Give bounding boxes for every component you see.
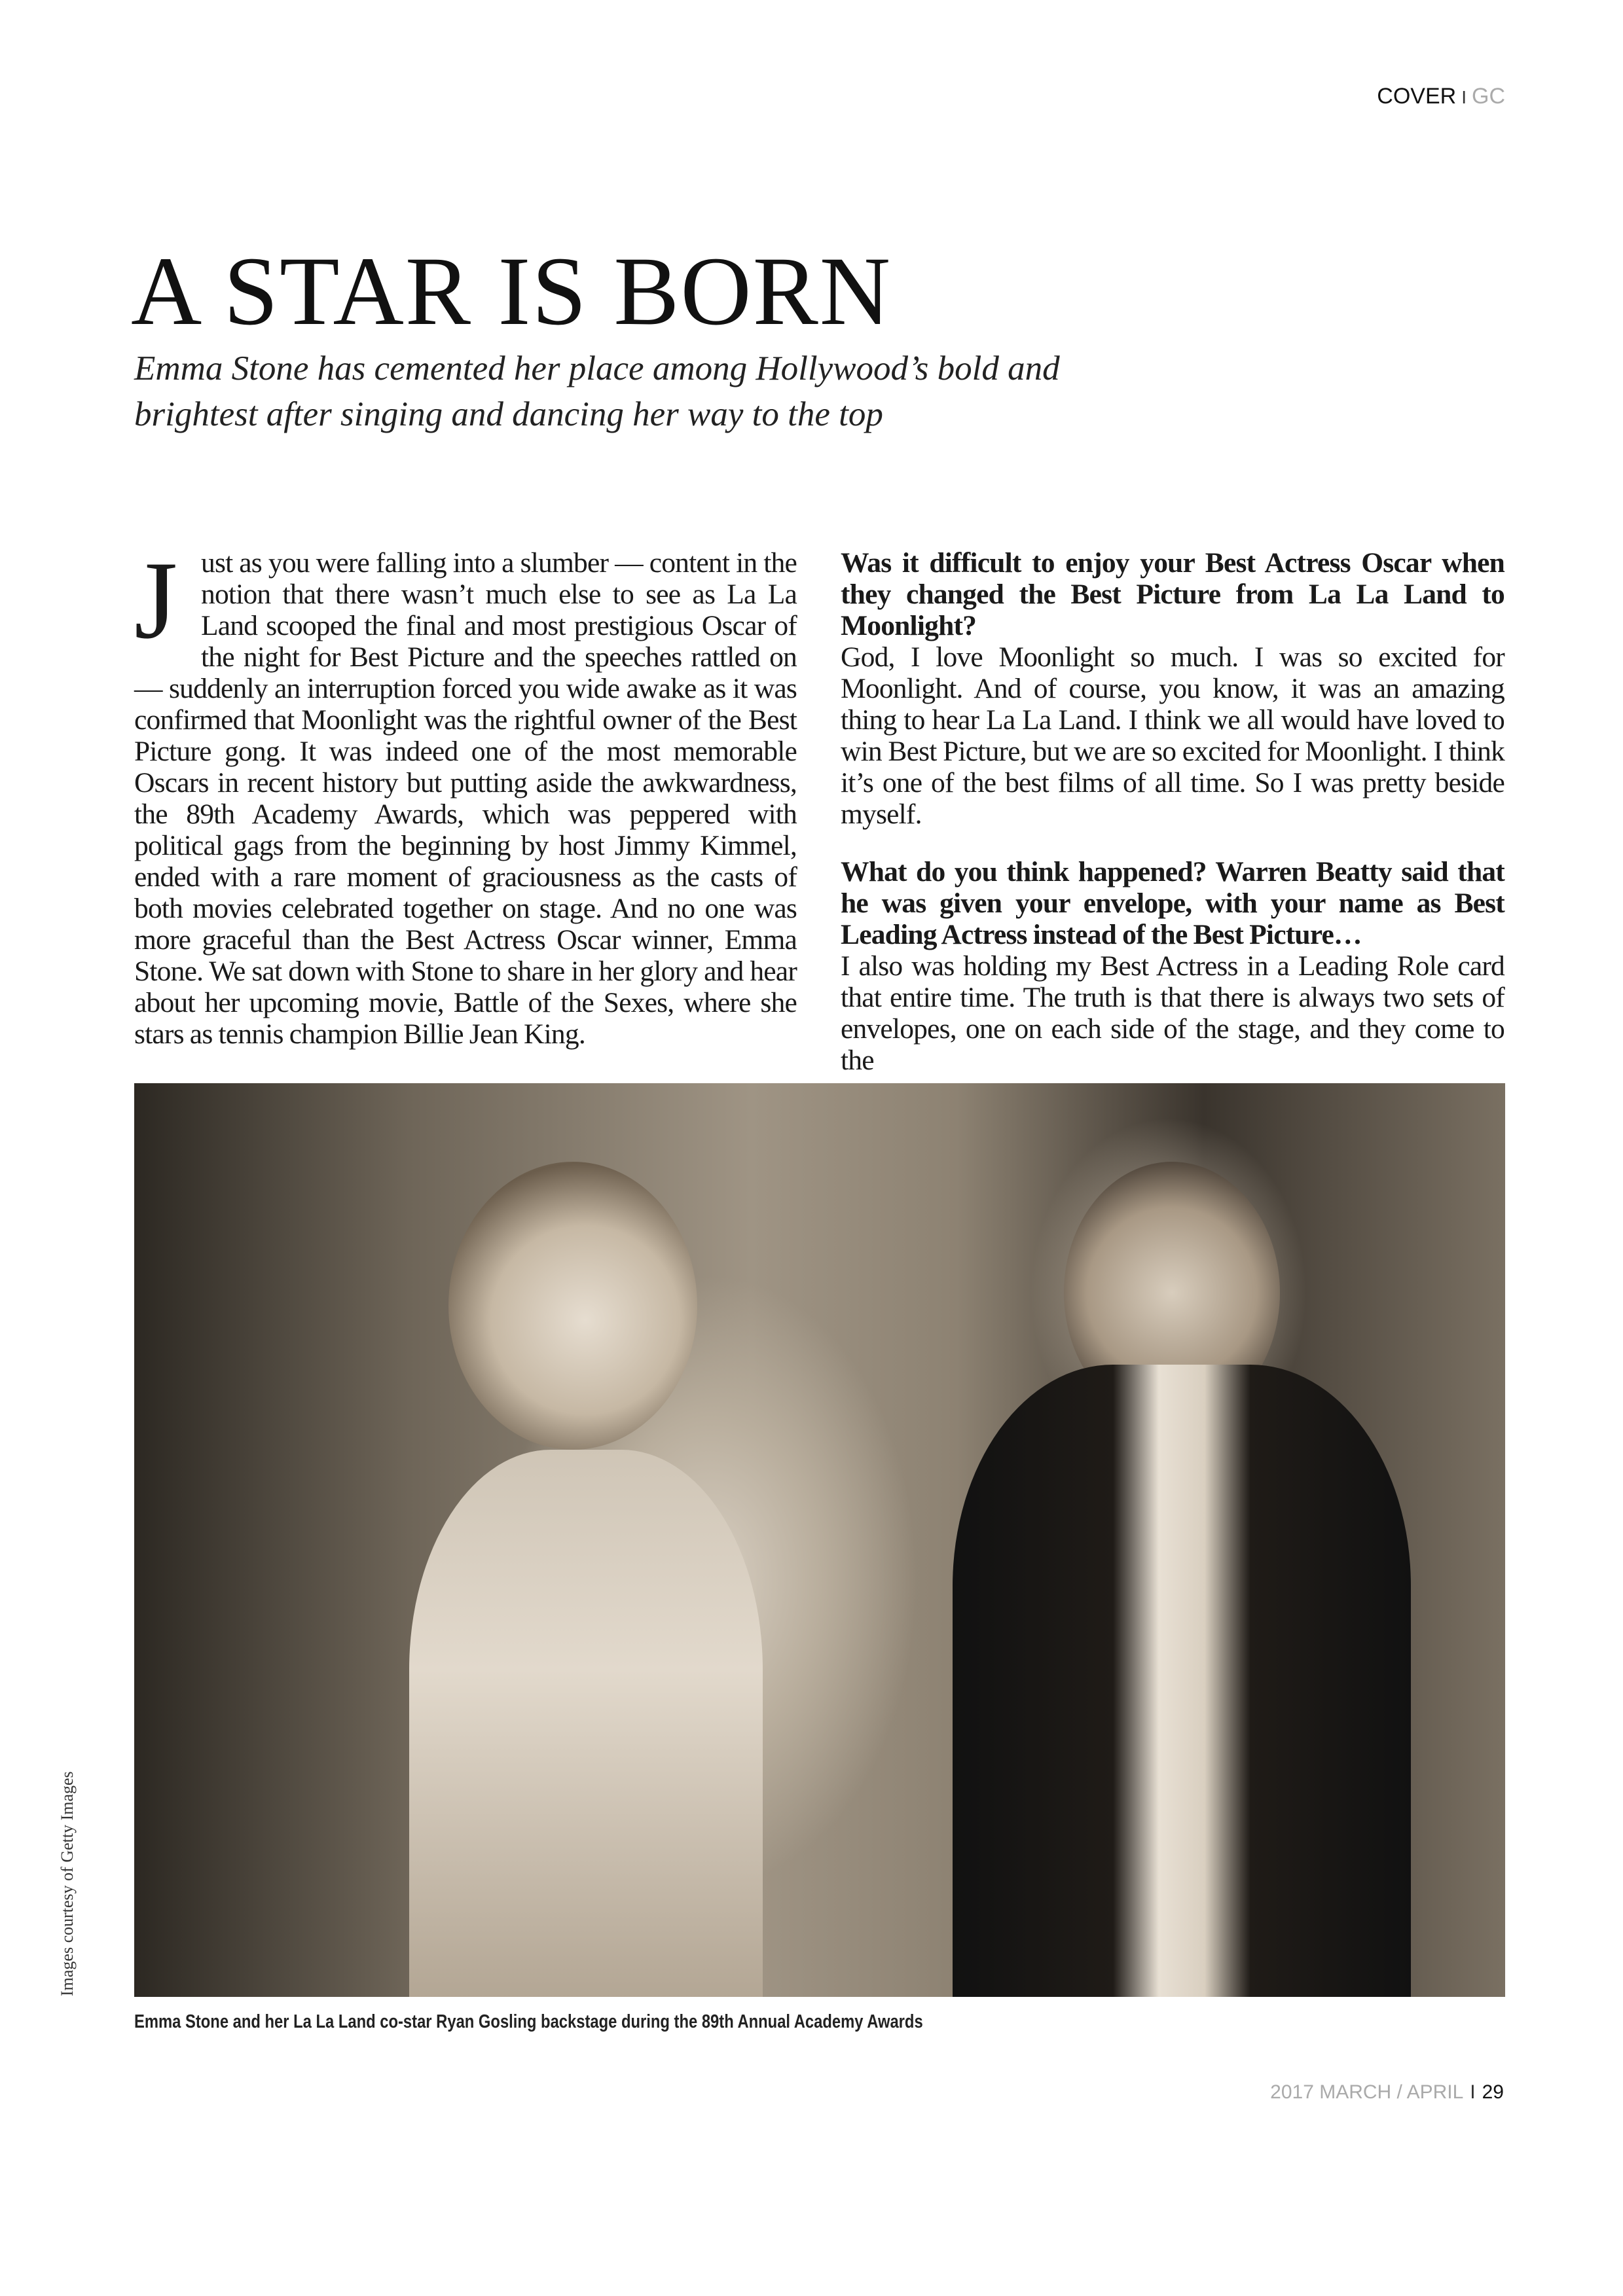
article-subtitle: Emma Stone has cemented her place among Hollywood’s bold and brightest after singing and dancing her way to the top [134,350,1060,433]
photo-tuxedo [953,1365,1411,1997]
page-number: 29 [1482,2081,1504,2103]
magazine-label: GC [1472,84,1505,109]
answer: I also was holding my Best Actress in a Leading Role card that entire time. The truth is that there is always two sets of envelopes, one on each side of the stage, and they come to the [841,950,1504,1076]
photo-caption: Emma Stone and her La La Land co-star Ryan Gosling backstage during the 89th Annual Academy Awards [134,2011,923,2032]
photo-figure-left [448,1162,697,1450]
header-separator: I [1461,87,1467,107]
page-footer [1270,2081,1504,2104]
article-title: A STAR IS BORN [131,237,892,346]
answer: God, I love Moonlight so much. I was so excited for Moonlight. And of course, you know, it was an amazing thing to hear La La Land. I think we all would have loved to win Best Picture, but we are so excited for Moonlight. I think it’s one of the best films of all time. So I was pretty beside myself. [841,641,1504,830]
photo-dress [409,1450,763,1997]
article-photo [134,1083,1505,1997]
qa-column [841,547,1504,1076]
intro-column [134,547,797,1050]
issue-date: 2017 MARCH / APRIL [1270,2081,1464,2103]
footer-separator: I [1470,2081,1476,2103]
question: What do you think happened? Warren Beatty said that he was given your envelope, with your name as Best Leading Actress instead of the Best Picture… [841,856,1504,950]
section-label: COVER [1377,84,1457,109]
photo-credit: Images courtesy of Getty Images [58,1771,77,1996]
intro-text: ust as you were falling into a slumber — content in the notion that there wasn’t much else to see as La La Land scooped the final and most prestigious Oscar of the night for Best Picture and the speeches rattled on — suddenly an interruption forced you wide awake as it was confirmed that Moonlight was the rightful owner of the Best Picture gong. It was indeed one of the most memorable Oscars in recent history but putting aside the awkwardness, the 89th Academy Awards, which was peppered with political gags from the beginning by host Jimmy Kimmel, ended with a rare moment of graciousness as the casts of both movies celebrated together on stage. And no one was more graceful than the Best Actress Oscar winner, Emma Stone. We sat down with Stone to share in her glory and hear about her upcoming movie, Battle of the Sexes, where she stars as tennis champion Billie Jean King. [134,547,797,1050]
drop-cap: J [134,551,177,649]
running-header [1377,84,1505,109]
question: Was it difficult to enjoy your Best Actress Oscar when they changed the Best Picture from La La Land to Moonlight? [841,547,1504,641]
intro-paragraph [134,547,797,1050]
